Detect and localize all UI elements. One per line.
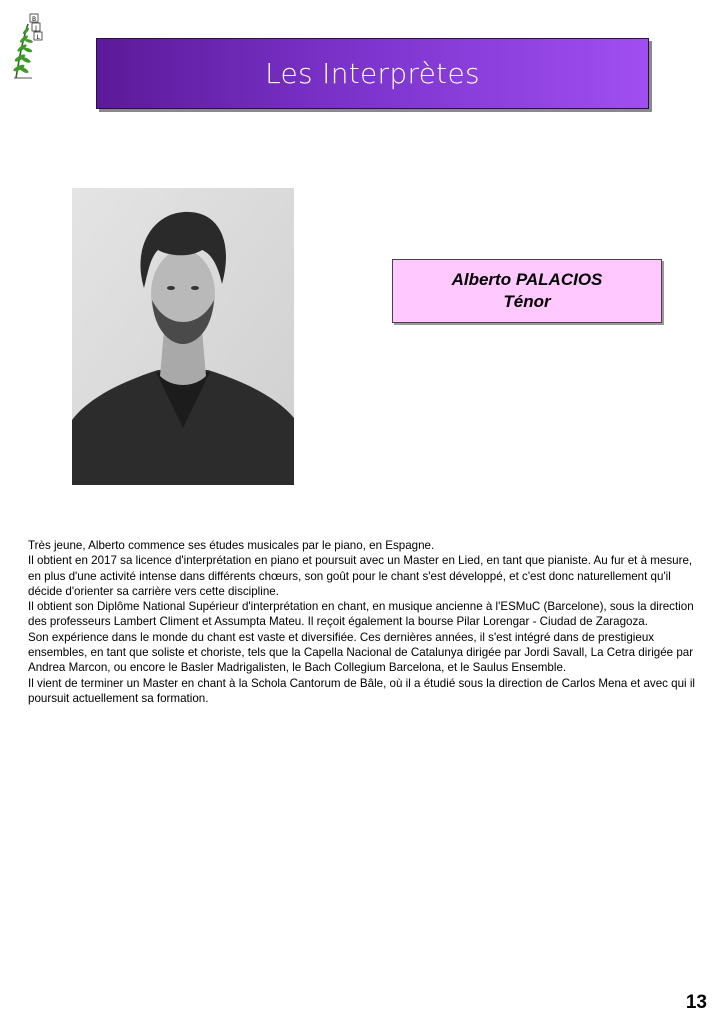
logo-letter-j: J (35, 25, 37, 32)
artist-portrait (72, 188, 294, 485)
logo-letter-l: L (36, 34, 40, 41)
bio-paragraph: Il vient de terminer un Master en chant à la Schola Cantorum de Bâle, où il a étudié sous la direction de Carlos Mena et avec qui il poursuit actuellement sa formation. (28, 676, 696, 705)
section-title: Les Interprètes (265, 57, 480, 90)
festival-logo (10, 12, 46, 82)
artist-voice: Ténor (503, 292, 551, 311)
bio-paragraph: Son expérience dans le monde du chant est vaste et diversifiée. Ces dernières années, il s'est intégré dans de prestigieux ensembles, en tant que soliste et choriste, tels que la Capella Nacional de Catalunya dirigée par Jordi Savall, La Cetra dirigée par Andrea Marcon, ou encore le Basler Madrigalisten, le Bach Collegium Barcelona, et le Saulus Ensemble. (28, 630, 694, 675)
section-banner (96, 38, 649, 109)
artist-name: Alberto PALACIOS (451, 270, 603, 289)
artist-name-box (392, 259, 662, 323)
logo-letter-b: B (31, 16, 37, 23)
bio-paragraph: Il obtient son Diplôme National Supérieur d'interprétation en chant, en musique ancienne à l'ESMuC (Barcelone), sous la direction des professeurs Lambert Climent et Assumpta Mateu. Il reçoit également la bourse Pilar Lorengar - Ciudad de Zaragoza. (28, 600, 694, 629)
artist-biography (28, 538, 700, 706)
bio-paragraph: Très jeune, Alberto commence ses études musicales par le piano, en Espagne. (28, 539, 435, 552)
page-number: 13 (685, 992, 707, 1013)
bio-paragraph: Il obtient en 2017 sa licence d'interprétation en piano et poursuit avec un Master en Lied, en tant que pianiste. Au fur et à mesure, en plus d'une activité intense dans différents chœurs, son goût pour le chant s'est développé, et c'est donc naturellement qu'il décide d'orienter sa carrière vers cette discipline. (28, 554, 693, 598)
